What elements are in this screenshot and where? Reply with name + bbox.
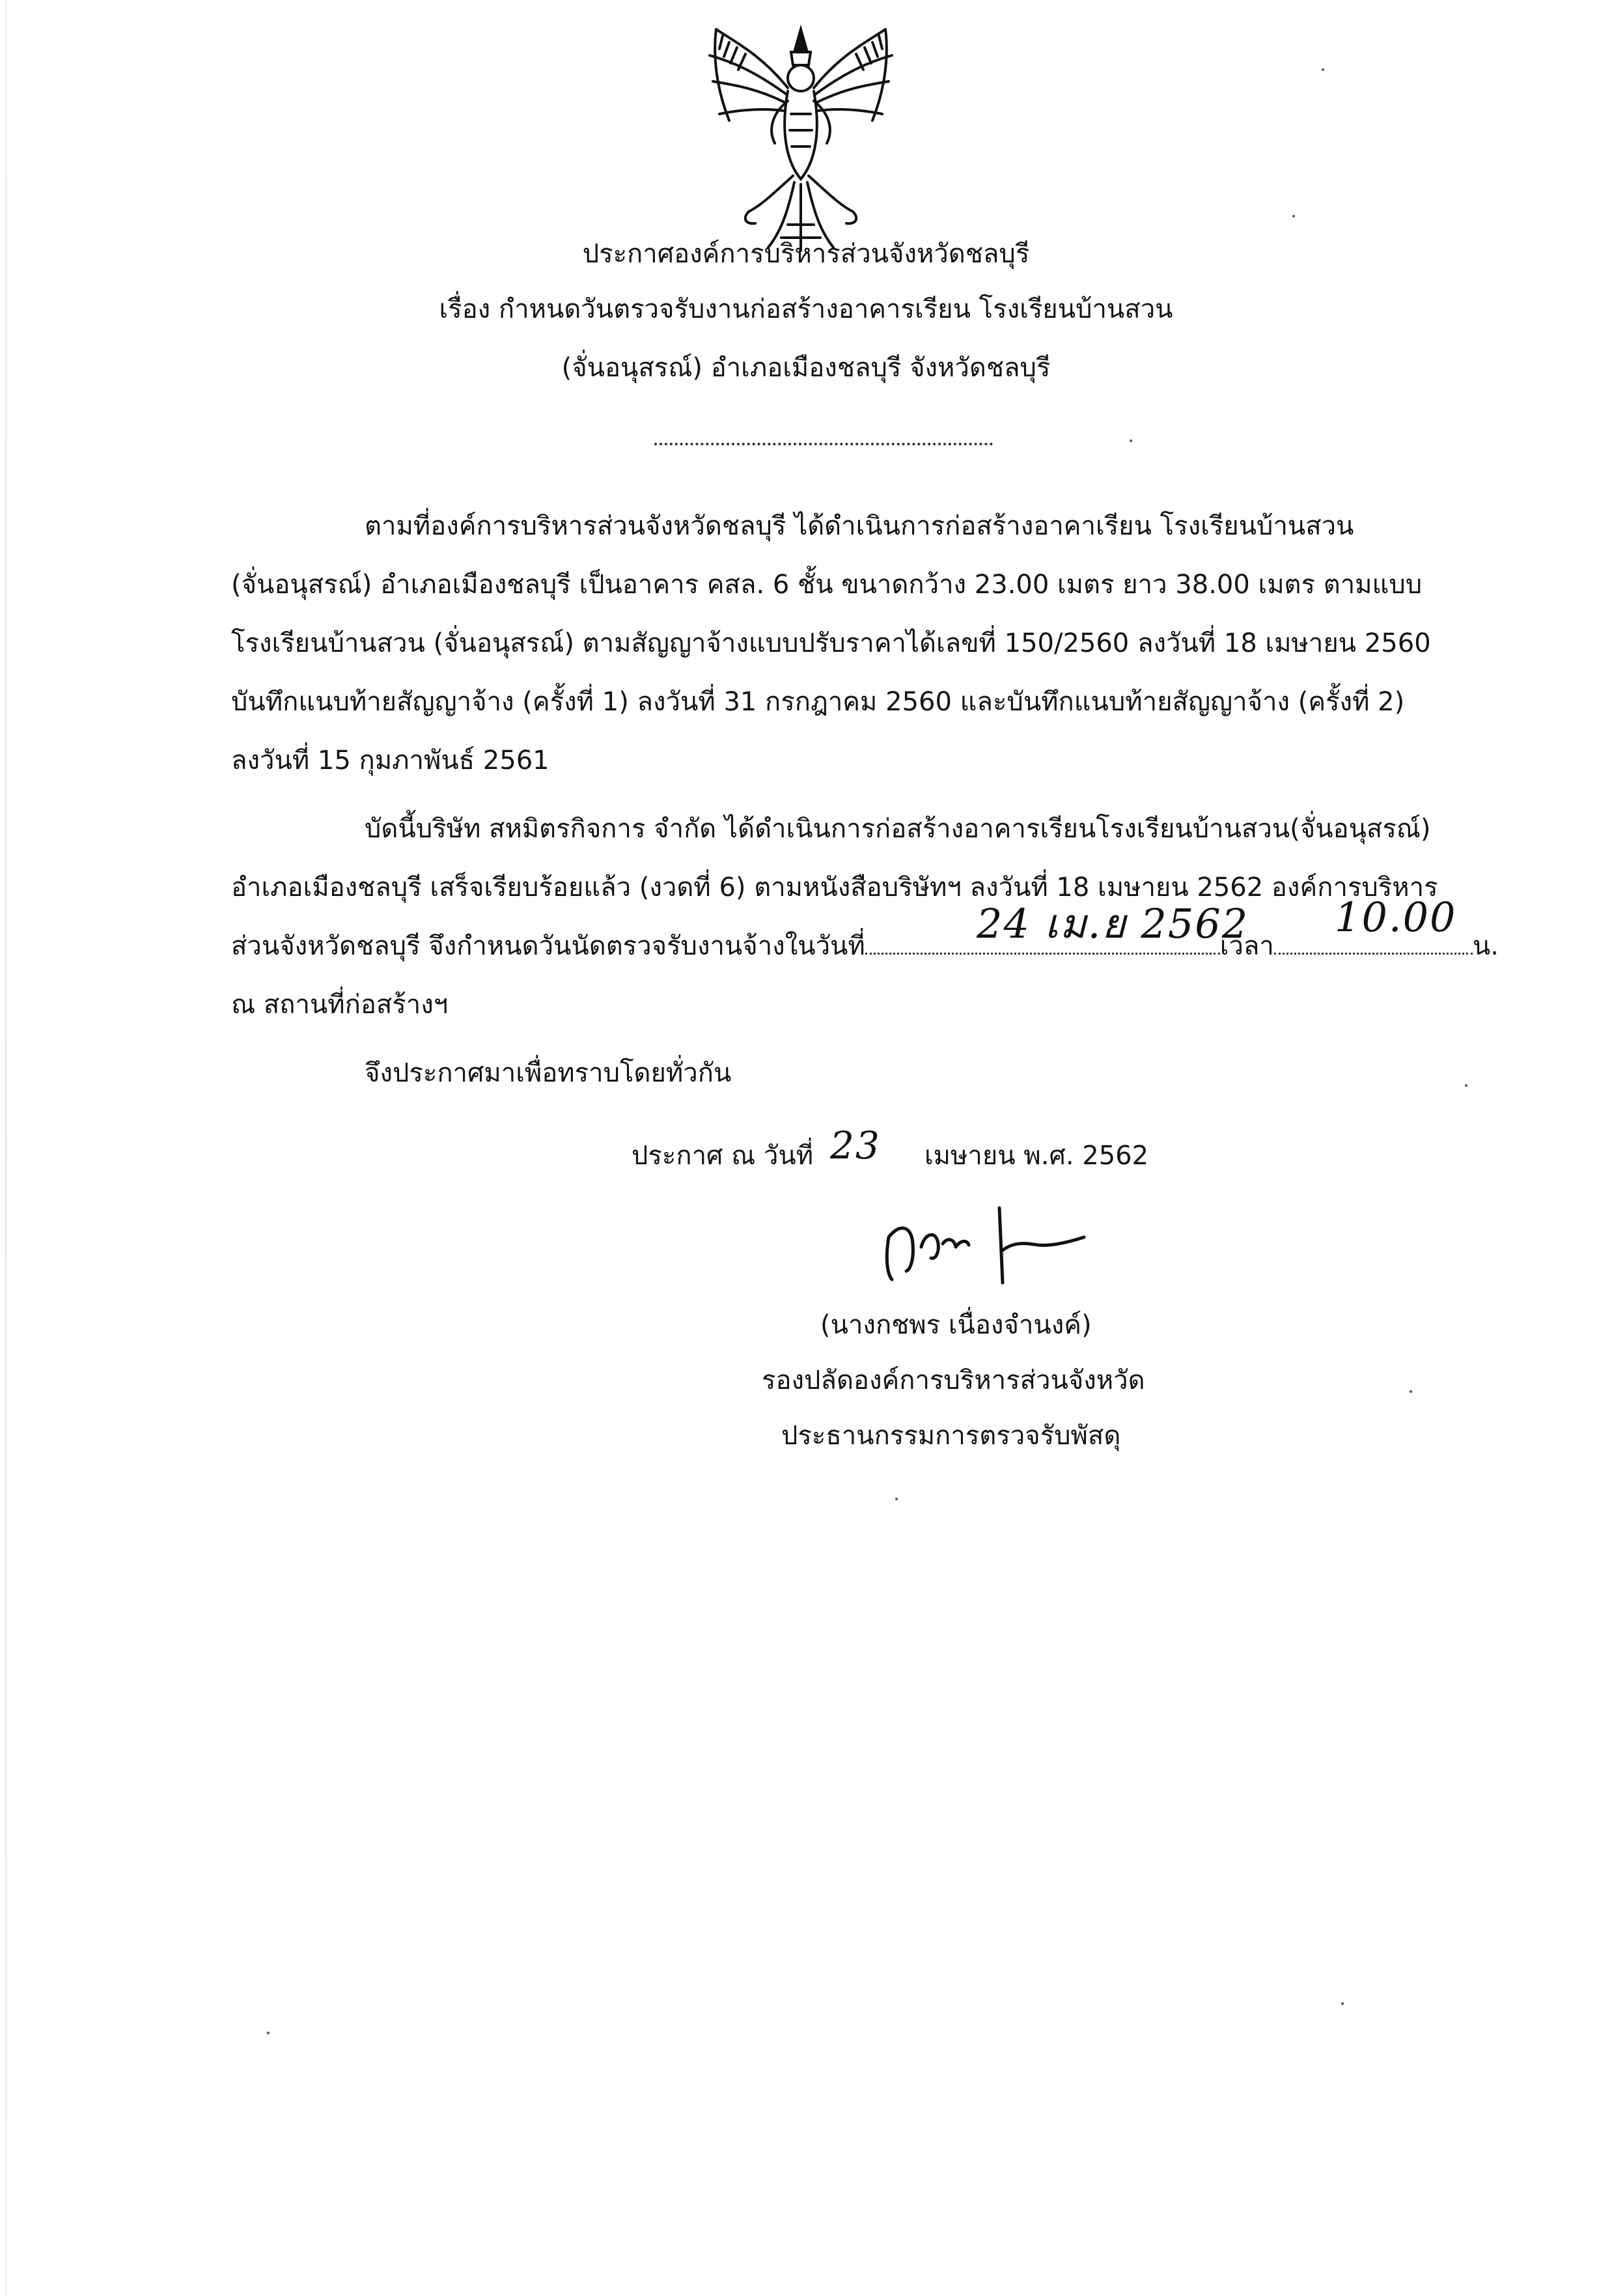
announce-date-suffix: เมษายน พ.ศ. 2562 (924, 1141, 1149, 1171)
scan-speck (267, 2032, 270, 2034)
handwritten-inspection-time: 10.00 (1335, 893, 1457, 941)
subject-line-1: เรื่อง กำหนดวันตรวจรับงานก่อสร้างอาคารเรียน โรงเรียนบ้านสวน (439, 294, 1173, 324)
scan-speck (1410, 1390, 1412, 1393)
handwritten-inspection-date: 24 เม.ย 2562 (977, 900, 1249, 947)
handwritten-announce-day: 23 (830, 1123, 881, 1168)
announce-date-prefix: ประกาศ ณ วันที่ (632, 1141, 814, 1171)
subject-line-2: (จั่นอนุสรณ์) อำเภอเมืองชลบุรี จังหวัดชลบุรี (561, 353, 1051, 383)
paragraph-2-line-2: อำเภอเมืองชลบุรี เสร็จเรียบร้อยแล้ว (งวดที่ 6) ตามหนังสือบริษัทฯ ลงวันที่ 18 เมษายน 2562 องค์การบริหาร (231, 873, 1438, 903)
paragraph-2-line-4: ณ สถานที่ก่อสร้างฯ (231, 990, 449, 1020)
header-divider (654, 443, 993, 445)
paragraph-1-line-2: (จั่นอนุสรณ์) อำเภอเมืองชลบุรี เป็นอาคาร คสล. 6 ชั้น ขนาดกว้าง 23.00 เมตร ยาว 38.00 เมตร ตามแบบ (231, 570, 1423, 600)
signer-position-2: ประธานกรรมการตรวจรับพัสดุ (781, 1421, 1121, 1451)
scan-speck (1292, 215, 1295, 217)
paragraph-1-line-5: ลงวันที่ 15 กุมภาพันธ์ 2561 (231, 746, 549, 776)
scan-speck (1322, 68, 1324, 71)
paragraph-2-line-1: บัดนี้บริษัท สหมิตรกิจการ จำกัด ได้ดำเนินการก่อสร้างอาคารเรียนโรงเรียนบ้านสวน(จั่นอนุสรณ์) (365, 814, 1431, 844)
scan-speck (1341, 2002, 1344, 2005)
signer-position-1: รองปลัดองค์การบริหารส่วนจังหวัด (762, 1365, 1145, 1395)
closing-statement: จึงประกาศมาเพื่อทราบโดยทั่วกัน (365, 1058, 732, 1088)
paragraph-1-line-4: บันทึกแนบท้ายสัญญาจ้าง (ครั้งที่ 1) ลงวันที่ 31 กรกฎาคม 2560 และบันทึกแนบท้ายสัญญาจ้าง (ครั้งที่ 2) (231, 687, 1405, 717)
paragraph-1-line-1: ตามที่องค์การบริหารส่วนจังหวัดชลบุรี ได้ดำเนินการก่อสร้างอาคาเรียน โรงเรียนบ้านสวน (365, 511, 1354, 541)
inspection-date-label: ส่วนจังหวัดชลบุรี จึงกำหนดวันนัดตรวจรับงานจ้างในวันที่ (231, 931, 865, 961)
garuda-emblem-icon (697, 16, 905, 257)
time-unit-label: น. (1472, 931, 1499, 961)
announcement-title: ประกาศองค์การบริหารส่วนจังหวัดชลบุรี (582, 239, 1030, 269)
paragraph-2-line-3 (231, 925, 1499, 966)
scan-speck (1130, 440, 1132, 442)
signer-name: (นางกชพร เนื่องจำนงค์) (820, 1310, 1092, 1340)
scan-speck (895, 1498, 898, 1500)
scan-speck (1465, 1084, 1467, 1087)
scan-edge (5, 0, 7, 2296)
time-fill-line (1274, 946, 1473, 955)
time-label: เวลา (1219, 931, 1274, 961)
signature-mark (872, 1198, 1107, 1289)
paragraph-1-line-3: โรงเรียนบ้านสวน (จั่นอนุสรณ์) ตามสัญญาจ้างแบบปรับราคาได้เลขที่ 150/2560 ลงวันที่ 18 เมษายน 2560 (231, 628, 1431, 658)
